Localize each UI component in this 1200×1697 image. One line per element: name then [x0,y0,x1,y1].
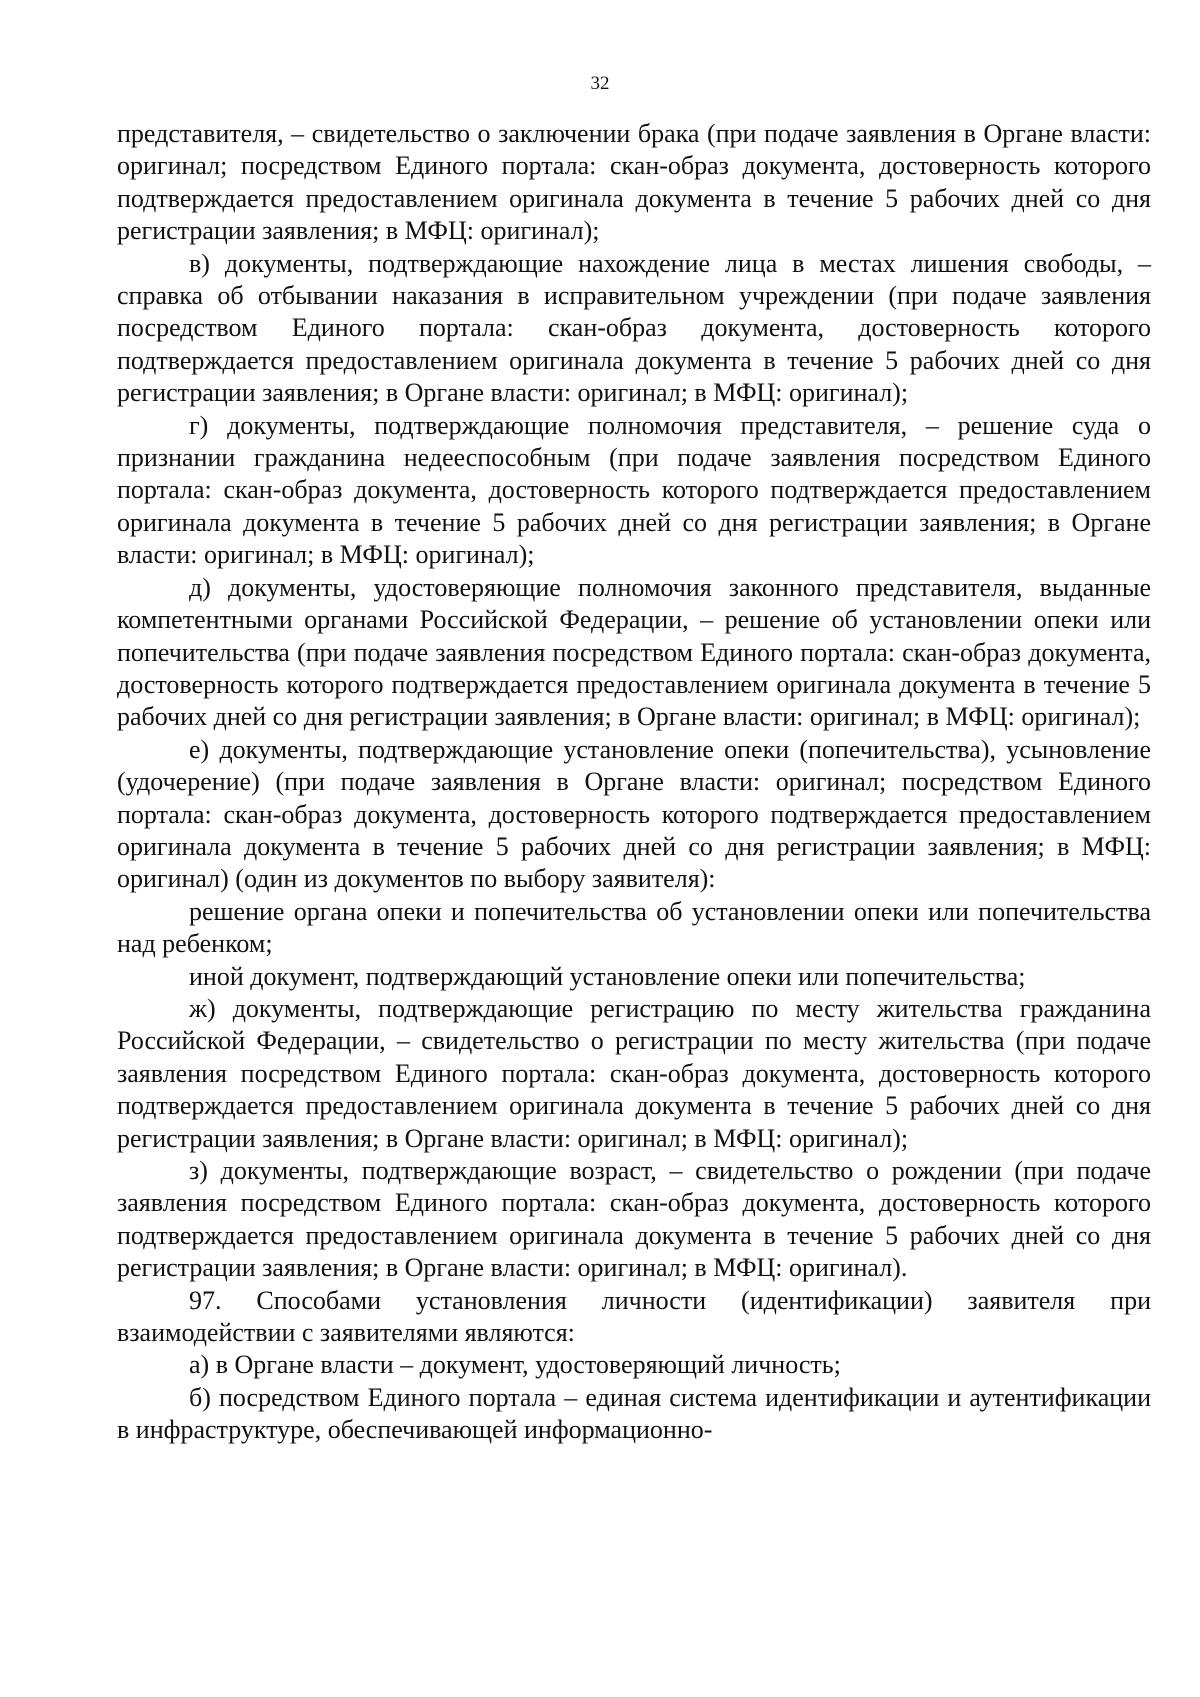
page-number: 32 [590,73,610,94]
paragraph-other-guardianship-document: иной документ, подтверждающий установление опеки или попечительства; [189,961,1026,991]
paragraph-item-a-authority: а) в Органе власти – документ, удостоверяющий личность; [189,1350,841,1380]
paragraph-item-v-detention: в) документы, подтверждающие нахождение лица в местах лишения свободы, – справка об отбывании наказания в исправительном учреждении (при подаче заявления посредством Единого портала: скан-образ документа, достоверность которого подтверждается предоставлением оригинала документа в течение 5 рабочих дней со дня регистрации заявления; в Органе власти: оригинал; в МФЦ: оригинал); [117,248,1151,408]
paragraph-item-e-guardianship: е) документы, подтверждающие установление опеки (попечительства), усыновление (удочерение) (при подаче заявления в Органе власти: оригинал; посредством Единого портала: скан-образ документа, достоверность которого подтверждается предоставлением оригинала документа в течение 5 рабочих дней со дня регистрации заявления; в МФЦ: оригинал) (один из документов по выбору заявителя): [117,734,1151,894]
paragraph-item-d-legal-representative: д) документы, удостоверяющие полномочия законного представителя, выданные компетентными органами Российской Федерации, – решение об установлении опеки или попечительства (при подаче заявления посредством Единого портала: скан-образ документа, достоверность которого подтверждается предоставлением оригинала документа в течение 5 рабочих дней со дня регистрации заявления; в Органе власти: оригинал; в МФЦ: оригинал); [117,572,1151,732]
paragraph-item-zh-registration: ж) документы, подтверждающие регистрацию по месту жительства гражданина Российской Федерации, – свидетельство о регистрации по месту жительства (при подаче заявления посредством Единого портала: скан-образ документа, достоверность которого подтверждается предоставлением оригинала документа в течение 5 рабочих дней со дня регистрации заявления; в Органе власти: оригинал; в МФЦ: оригинал); [117,993,1151,1153]
paragraph-97-identification-methods: 97. Способами установления личности (идентификации) заявителя при взаимодействии с заявителями являются: [117,1285,1151,1348]
paragraph-item-g-representative-powers: г) документы, подтверждающие полномочия представителя, – решение суда о признании гражданина недееспособным (при подаче заявления посредством Единого портала: скан-образ документа, достоверность которого подтверждается предоставлением оригинала документа в течение 5 рабочих дней со дня регистрации заявления; в Органе власти: оригинал; в МФЦ: оригинал); [117,410,1151,570]
document-body [117,118,1151,1447]
paragraph-item-z-age: з) документы, подтверждающие возраст, – свидетельство о рождении (при подаче заявления посредством Единого портала: скан-образ документа, достоверность которого подтверждается предоставлением оригинала документа в течение 5 рабочих дней со дня регистрации заявления; в Органе власти: оригинал; в МФЦ: оригинал). [117,1156,1151,1283]
paragraph-continuation-marriage-certificate: представителя, – свидетельство о заключении брака (при подаче заявления в Органе власти: оригинал; посредством Единого портала: скан-образ документа, достоверность которого подтверждается предоставлением оригинала документа в течение 5 рабочих дней со дня регистрации заявления; в МФЦ: оригинал); [117,119,1151,246]
paragraph-guardianship-decision: решение органа опеки и попечительства об установлении опеки или попечительства над ребенком; [117,896,1151,959]
paragraph-item-b-unified-portal: б) посредством Единого портала – единая система идентификации и аутентификации в инфраструктуре, обеспечивающей информационно- [117,1382,1151,1445]
